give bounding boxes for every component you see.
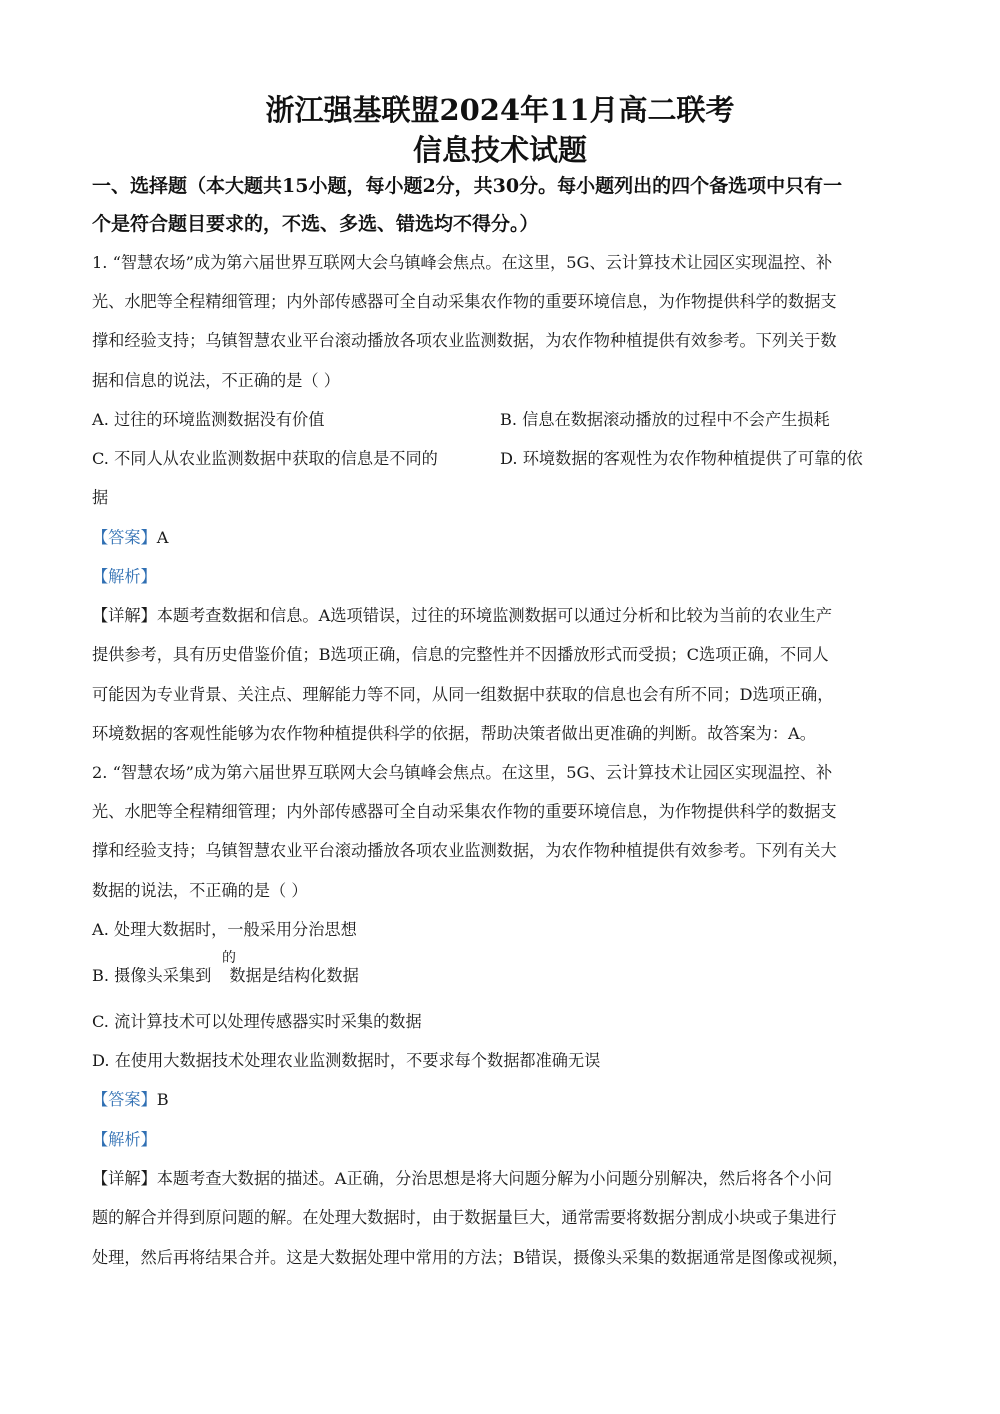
detail-text: 本题考查大数据的描述。A正确，分治思想是将大问题分解为小问题分别解决，然后将各个小问 <box>156 1169 833 1188</box>
q2-stem-line: 数据的说法，不正确的是（ ） <box>92 881 308 900</box>
q2-option-c: C. 流计算技术可以处理传感器实时采集的数据 <box>92 1012 422 1031</box>
answer-tag: 【答案】 <box>92 1090 157 1109</box>
q1-option-a: A. 过往的环境监测数据没有价值 <box>92 410 325 429</box>
answer-value: B <box>156 1090 169 1109</box>
q1-answer <box>92 527 168 549</box>
page-subtitle: 信息技术试题 <box>412 133 587 167</box>
answer-value: A <box>156 528 169 547</box>
section-heading-line1: 一、选择题（本大题共15小题，每小题2分，共30分。每小题列出的四个备选项中只有一 <box>92 175 843 197</box>
q2-detail-line: 处理，然后再将结果合并。这是大数据处理中常用的方法；B错误，摄像头采集的数据通常是图像或视频， <box>92 1248 849 1267</box>
detail-tag: 【详解】 <box>92 1169 157 1188</box>
detail-text: 本题考查数据和信息。A选项错误，过往的环境监测数据可以通过分析和比较为当前的农业生产 <box>156 606 833 625</box>
q1-detail-line: 环境数据的客观性能够为农作物种植提供科学的依据，帮助决策者做出更准确的判断。故答案为：A。 <box>92 724 816 743</box>
q2-option-b-pre: B. 摄像头采集到 <box>92 966 212 985</box>
q2-stem-line: 撑和经验支持；乌镇智慧农业平台滚动播放各项农业监测数据，为农作物种植提供有效参考。下列有关大 <box>92 841 837 860</box>
answer-tag: 【答案】 <box>92 528 157 547</box>
q2-option-b-post: 数据是结构化数据 <box>229 966 359 985</box>
q1-option-b: B. 信息在数据滚动播放的过程中不会产生损耗 <box>500 410 830 429</box>
q2-stem-line: 光、水肥等全程精细管理；内外部传感器可全自动采集农作物的重要环境信息，为作物提供科学的数据支 <box>92 802 837 821</box>
q2-option-b <box>92 965 359 987</box>
q2-analysis-tag: 【解析】 <box>92 1130 157 1149</box>
section-heading-line2: 个是符合题目要求的，不选、多选、错选均不得分。） <box>92 213 539 235</box>
q1-option-c: C. 不同人从农业监测数据中获取的信息是不同的 <box>92 449 438 468</box>
page-title: 浙江强基联盟2024年11月高二联考 <box>265 93 735 127</box>
q1-detail-line: 提供参考，具有历史借鉴价值；B选项正确，信息的完整性并不因播放形式而受损；C选项正确，不同人 <box>92 645 829 664</box>
q1-analysis-tag: 【解析】 <box>92 567 157 586</box>
q1-stem-line: 据和信息的说法，不正确的是（ ） <box>92 371 340 390</box>
q2-stem-line: 2. “智慧农场”成为第六届世界互联网大会乌镇峰会焦点。在这里，5G、云计算技术让园区实现温控、补 <box>92 763 833 782</box>
q2-option-a: A. 处理大数据时，一般采用分治思想 <box>92 920 357 939</box>
q2-answer <box>92 1089 169 1111</box>
q2-option-b-sup: 的 <box>222 950 236 966</box>
q2-option-d: D. 在使用大数据技术处理农业监测数据时，不要求每个数据都准确无误 <box>92 1051 601 1070</box>
q1-stem-line: 光、水肥等全程精细管理；内外部传感器可全自动采集农作物的重要环境信息，为作物提供科学的数据支 <box>92 292 837 311</box>
q1-detail-line: 可能因为专业背景、关注点、理解能力等不同，从同一组数据中获取的信息也会有所不同；D选项正确， <box>92 685 834 704</box>
detail-tag: 【详解】 <box>92 606 157 625</box>
q1-stem-line: 1. “智慧农场”成为第六届世界互联网大会乌镇峰会焦点。在这里，5G、云计算技术让园区实现温控、补 <box>92 253 833 272</box>
q2-detail-line: 题的解合并得到原问题的解。在处理大数据时，由于数据量巨大，通常需要将数据分割成小块或子集进行 <box>92 1208 837 1227</box>
q1-stem-line: 撑和经验支持；乌镇智慧农业平台滚动播放各项农业监测数据，为农作物种植提供有效参考。下列关于数 <box>92 331 837 350</box>
q1-option-d-continued: 据 <box>92 488 109 507</box>
q1-detail-line <box>92 605 832 627</box>
q1-option-d: D. 环境数据的客观性为农作物种植提供了可靠的依 <box>500 449 863 468</box>
q2-detail-line <box>92 1168 832 1190</box>
